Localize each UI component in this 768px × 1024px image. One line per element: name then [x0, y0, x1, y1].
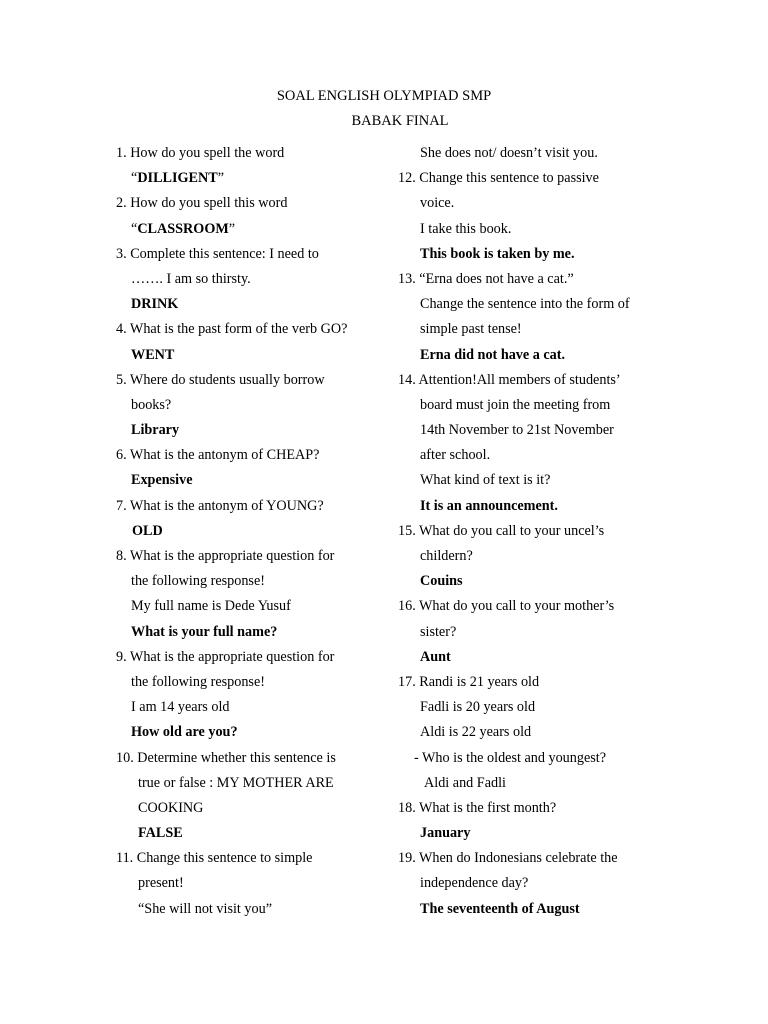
text-line: the following response!: [131, 673, 265, 690]
text-line: 6. What is the antonym of CHEAP?: [116, 447, 320, 464]
text-line: January: [420, 825, 471, 842]
text-line: It is an announcement.: [420, 497, 558, 514]
text-line: Expensive: [131, 472, 193, 489]
text-line: present!: [138, 875, 184, 892]
text-line: OLD: [132, 522, 163, 539]
text-line: Erna did not have a cat.: [420, 346, 566, 363]
text-line: after school.: [420, 447, 491, 464]
text-line: Aunt: [420, 648, 451, 665]
text-line: COOKING: [138, 799, 204, 816]
text-line: WENT: [131, 346, 175, 363]
text-line: 17. Randi is 21 years old: [398, 673, 540, 690]
text-line: FALSE: [138, 825, 183, 842]
text-line: - Who is the oldest and youngest?: [414, 749, 607, 766]
text-line: 1. How do you spell the word: [116, 145, 285, 161]
text-line: What is your full name?: [131, 623, 278, 640]
text-line: the following response!: [131, 573, 265, 590]
text-line: simple past tense!: [420, 321, 522, 338]
text-line: 10. Determine whether this sentence is: [116, 749, 336, 766]
text-line: childern?: [420, 548, 473, 564]
text-line: “She will not visit you”: [138, 900, 272, 917]
text-line: I take this book.: [420, 220, 512, 237]
text-line: books?: [131, 396, 172, 413]
text-line: 15. What do you call to your uncel’s: [398, 522, 605, 539]
text-line: 19. When do Indonesians celebrate the: [398, 850, 618, 867]
text-line: Couins: [420, 573, 463, 590]
text-line: 2. How do you spell this word: [116, 195, 288, 212]
text-line: Fadli is 20 years old: [420, 699, 536, 716]
text-line: sister?: [420, 623, 457, 640]
text-line: She does not/ doesn’t visit you.: [420, 145, 598, 161]
text-line: 11. Change this sentence to simple: [116, 850, 313, 867]
text-line: This book is taken by me.: [420, 245, 575, 262]
text-line: 14. Attention!All members of students’: [398, 371, 621, 388]
text-line: 9. What is the appropriate question for: [116, 648, 335, 665]
text-line: “DILLIGENT”: [131, 170, 225, 187]
text-line: I am 14 years old: [131, 699, 230, 716]
text-line: voice.: [420, 195, 455, 212]
text-line: The seventeenth of August: [420, 900, 580, 917]
text-line: What kind of text is it?: [420, 472, 551, 489]
text-line: board must join the meeting from: [420, 396, 611, 413]
left-column: [116, 144, 388, 925]
text-line: Change the sentence into the form of: [420, 296, 630, 313]
text-line: How old are you?: [131, 724, 238, 741]
text-line: My full name is Dede Yusuf: [131, 598, 291, 615]
text-line: 14th November to 21st November: [420, 422, 614, 439]
text-line: 13. “Erna does not have a cat.”: [398, 270, 574, 287]
text-line: Library: [131, 422, 180, 439]
right-column: [398, 144, 670, 925]
text-line: DRINK: [131, 296, 179, 313]
text-line: ……. I am so thirsty.: [131, 270, 251, 287]
text-line: 8. What is the appropriate question for: [116, 548, 335, 564]
text-line: 3. Complete this sentence: I need to: [116, 245, 319, 262]
text-line: 16. What do you call to your mother’s: [398, 598, 615, 615]
text-line: independence day?: [420, 875, 529, 892]
text-line: Aldi and Fadli: [424, 774, 506, 791]
text-line: 7. What is the antonym of YOUNG?: [116, 497, 324, 514]
document-title: SOAL ENGLISH OLYMPIAD SMP: [276, 88, 492, 104]
document-subtitle: BABAK FINAL: [351, 113, 449, 129]
text-line: 4. What is the past form of the verb GO?: [116, 321, 348, 338]
text-line: 18. What is the first month?: [398, 799, 557, 816]
text-line: 5. Where do students usually borrow: [116, 371, 325, 388]
text-line: Aldi is 22 years old: [420, 724, 532, 741]
text-line: 12. Change this sentence to passive: [398, 170, 599, 187]
text-line: true or false : MY MOTHER ARE: [138, 774, 334, 791]
text-line: “CLASSROOM”: [131, 220, 236, 237]
